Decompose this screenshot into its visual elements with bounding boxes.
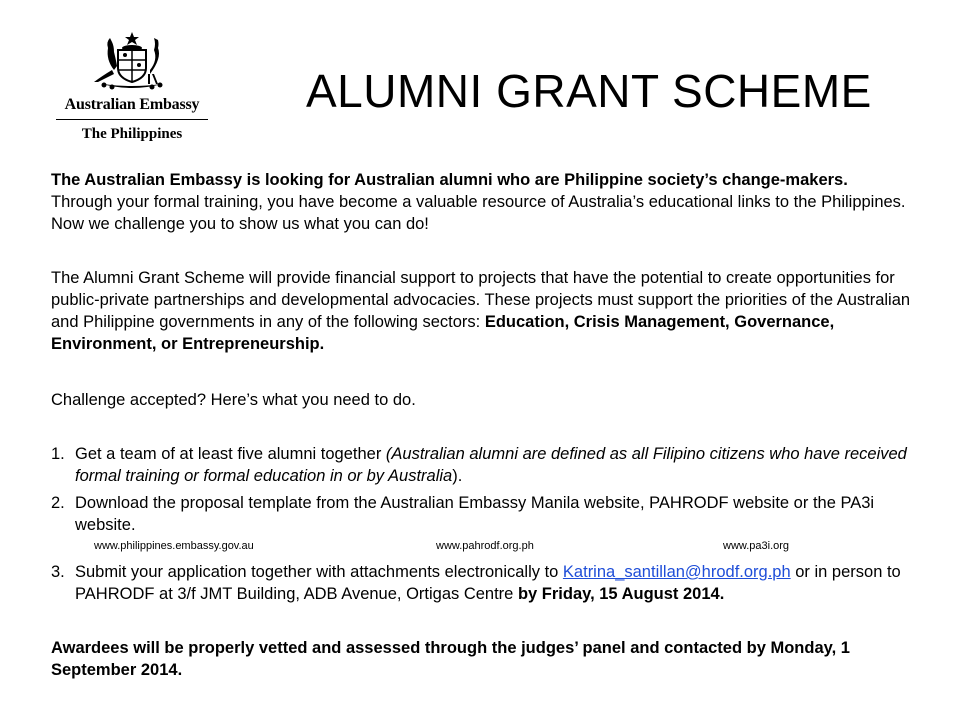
embassy-logo: [52, 30, 212, 143]
deadline: by Friday, 15 August 2014.: [517, 585, 725, 603]
intro-paragraph: [51, 169, 911, 235]
logo-divider: [56, 119, 208, 120]
description-text: The Alumni Grant Scheme will provide financial support to projects that have the potential to create opportunities for public-private partnerships and developmental advocacies. These projects must support the priorities of the Australian and Philippine governments in any of the following sectors:: [51, 269, 911, 331]
step-number: 3.: [51, 563, 65, 581]
page-title: ALUMNI GRANT SCHEME: [306, 65, 872, 117]
challenge-paragraph: Challenge accepted? Here’s what you need to do.: [51, 391, 416, 409]
step-number: 2.: [51, 494, 65, 512]
step-3: [51, 561, 911, 605]
step-text: Submit your application together with attachments electronically to: [75, 563, 563, 581]
coat-of-arms-icon: [84, 30, 180, 92]
description-paragraph: [51, 267, 911, 355]
intro-rest: Through your formal training, you have become a valuable resource of Australia’s educational links to the Philippines. Now we challenge you to show us what you can do!: [51, 193, 906, 233]
step-text: Get a team of at least five alumni together: [75, 445, 386, 463]
sectors-list: Education, Crisis Management, Governance, Environment, or Entrepreneurship.: [51, 313, 835, 353]
step-number: 1.: [51, 445, 65, 463]
embassy-url: www.philippines.embassy.gov.au: [94, 540, 254, 552]
pa3i-url: www.pa3i.org: [723, 540, 790, 552]
step-text-b: or in person to PAHRODF at 3/f JMT Building, ADB Avenue, Ortigas Centre: [75, 563, 901, 603]
logo-subtitle: The Philippines: [81, 126, 183, 142]
step-note: (Australian alumni are defined as all Filipino citizens who have received formal training or formal education in or by Australia: [75, 445, 907, 485]
step-end: ).: [452, 467, 463, 485]
intro-bold: The Australian Embassy is looking for Australian alumni who are Philippine society’s change-makers.: [51, 171, 848, 189]
awardees-note: Awardees will be properly vetted and assessed through the judges’ panel and contacted by Monday, 1 September 2014.: [51, 639, 850, 679]
logo-title: Australian Embassy: [64, 96, 200, 113]
step-2: [51, 492, 911, 536]
email-link[interactable]: Katrina_santillan@hrodf.org.ph: [562, 563, 791, 581]
pahrodf-url: www.pahrodf.org.ph: [436, 540, 534, 552]
step-text: Download the proposal template from the Australian Embassy Manila website, PAHRODF website or the PA3i website.: [75, 494, 875, 534]
step-1: [51, 443, 911, 487]
